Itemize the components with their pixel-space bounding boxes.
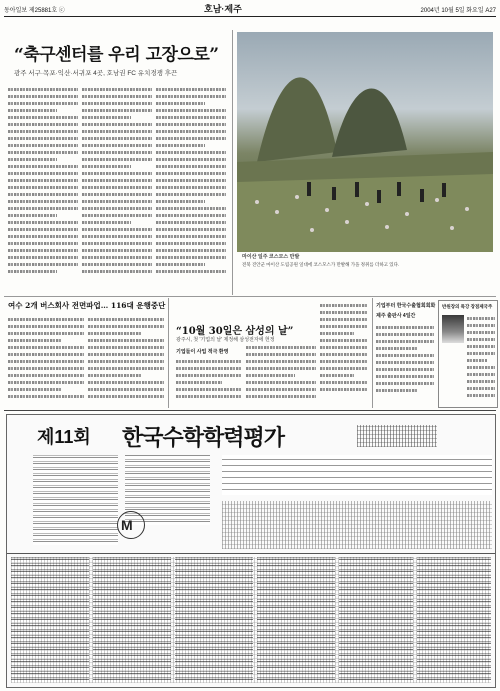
mid-right-headline: 기업부터 한국수출협회회화 xyxy=(376,303,436,309)
date-and-page: 2004년 10월 5일 화요일 A27 xyxy=(420,8,496,14)
ad-logo xyxy=(117,511,145,539)
ad-divider xyxy=(4,410,496,411)
column-divider xyxy=(232,30,233,295)
ad-edition: 제11회 xyxy=(37,427,91,447)
column-title: 반원장의 특강 장점제국주 xyxy=(442,304,493,309)
photo-title: 마이산 일주 코스모스 만발 xyxy=(242,254,300,260)
column-text xyxy=(467,313,495,403)
mid-right-sub: 제주 출판사 4일간 xyxy=(376,313,416,319)
advertisement xyxy=(6,414,496,688)
masthead-left: 동아일보 제25881호 ⓒ xyxy=(4,8,65,14)
ad-table xyxy=(222,455,492,495)
ad-title-noise xyxy=(357,425,437,447)
svg-text:M: M xyxy=(121,517,133,533)
section-name: 호남·제주 xyxy=(204,4,242,14)
mid-center-column-1 xyxy=(176,356,242,406)
mid-right-text-a xyxy=(320,300,368,406)
mid-center-headline: “10월 30일은 삼성의 날” xyxy=(176,326,294,337)
mid-left-column-1 xyxy=(8,314,84,404)
top-story-headline: “축구센터를 우리 고장으로” xyxy=(14,45,219,65)
mid-center-subhead: 광주시, 첫 '기업의 날' 제정해 삼성전자에 헌정 xyxy=(176,337,275,343)
top-story-column-1 xyxy=(8,84,78,292)
ad-title: 한국수학학력평가 xyxy=(122,425,285,450)
photo-scene xyxy=(237,32,493,252)
masthead xyxy=(4,2,496,17)
mountain-photo xyxy=(237,32,493,252)
mid-left-column-2 xyxy=(88,314,164,404)
ad-rule xyxy=(7,553,495,554)
mid-right-text-b xyxy=(376,322,434,406)
mid-center-column-2 xyxy=(246,342,316,406)
section-divider xyxy=(4,296,496,297)
mid-center-sub2: 기업들이 사업 적극 환영 xyxy=(176,349,229,355)
column-divider xyxy=(168,298,169,408)
mid-left-headline: 여수 2개 버스회사 전면파업… 116대 운행중단 xyxy=(8,301,166,310)
ad-logo-mark xyxy=(118,512,144,538)
top-story-subhead: 광주 서구·목포·익산·서귀포 4곳, 호남권 FC 유치경쟁 후끈 xyxy=(14,70,178,77)
ad-table-noise xyxy=(222,501,492,549)
top-story-column-3 xyxy=(156,84,226,292)
columnist-portrait xyxy=(442,315,464,343)
ad-scan-noise xyxy=(11,557,491,683)
column-divider xyxy=(372,298,373,408)
column-box xyxy=(438,300,498,408)
ad-info-block-1 xyxy=(33,455,118,545)
top-story-column-2 xyxy=(82,84,152,292)
photo-caption: 전북 진안군 마이산 도립공원 일대에 코스모스가 만발해 가을 정취를 더하고 있다. xyxy=(242,262,400,267)
